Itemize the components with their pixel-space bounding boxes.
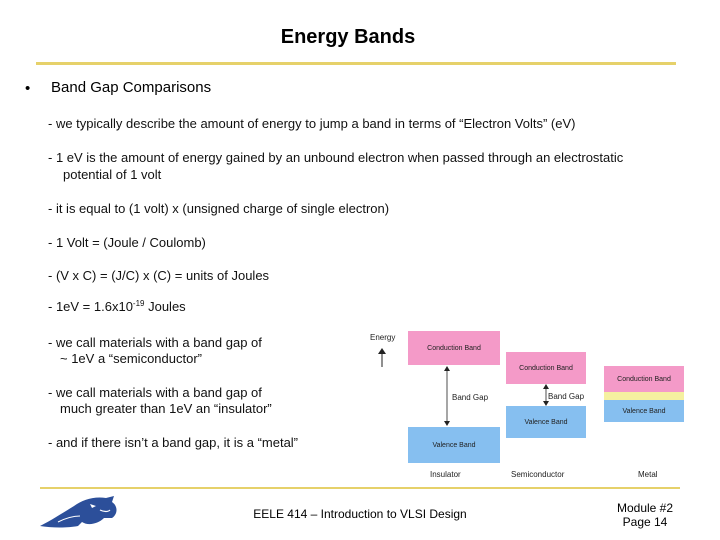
metal-label: Metal <box>638 470 658 479</box>
text-line: - we call materials with a band gap of <box>48 335 262 350</box>
text-line: - we call materials with a band gap of <box>48 385 262 400</box>
exponent: -19 <box>132 299 145 308</box>
metal-valence-band: Valence Band <box>604 400 684 422</box>
module-number: Module #2 <box>616 501 674 515</box>
semiconductor-conduction-band: Conduction Band <box>506 352 586 384</box>
text-line: ~ 1eV a “semiconductor” <box>60 351 202 366</box>
page-number: Page 14 <box>622 515 668 529</box>
text-line: - and if there isn’t a band gap, it is a “metal” <box>48 435 299 450</box>
band-diagram <box>360 325 700 485</box>
insulator-band-gap-label: Band Gap <box>452 393 489 402</box>
semiconductor-label: Semiconductor <box>511 470 565 479</box>
text-segment: Joules <box>144 299 186 314</box>
title-divider <box>36 62 676 65</box>
text-segment: - 1eV = 1.6x10 <box>48 299 133 314</box>
section-heading: Band Gap Comparisons <box>51 79 212 96</box>
text-line: much greater than 1eV an “insulator” <box>60 401 272 416</box>
text-line: - 1 eV is the amount of energy gained by an unbound electron when passed through an electrostatic <box>48 150 624 165</box>
text-line: - it is equal to (1 volt) x (unsigned charge of single electron) <box>48 201 390 216</box>
semiconductor-band-gap-label: Band Gap <box>548 392 585 401</box>
text-line <box>48 298 186 315</box>
text-line: potential of 1 volt <box>63 167 162 182</box>
semiconductor-valence-band: Valence Band <box>506 406 586 438</box>
bobcat-logo-icon <box>38 494 120 530</box>
metal-conduction-band: Conduction Band <box>604 366 684 392</box>
metal-band-overlap <box>604 392 684 400</box>
insulator-conduction-band: Conduction Band <box>408 331 500 365</box>
footer-divider <box>40 487 680 489</box>
insulator-gap-arrow-icon <box>442 365 452 427</box>
text-line: - 1 Volt = (Joule / Coulomb) <box>48 235 206 250</box>
text-line: - we typically describe the amount of energy to jump a band in terms of “Electron Volts” (eV) <box>48 116 576 131</box>
bullet-marker: • <box>25 80 31 97</box>
text-line: - (V x C) = (J/C) x (C) = units of Joules <box>48 268 270 283</box>
insulator-label: Insulator <box>430 470 461 479</box>
energy-arrow-icon <box>374 347 390 369</box>
energy-axis-label: Energy <box>370 333 396 342</box>
insulator-valence-band: Valence Band <box>408 427 500 463</box>
course-title: EELE 414 – Introduction to VLSI Design <box>253 507 467 521</box>
slide-title: Energy Bands <box>280 26 416 48</box>
